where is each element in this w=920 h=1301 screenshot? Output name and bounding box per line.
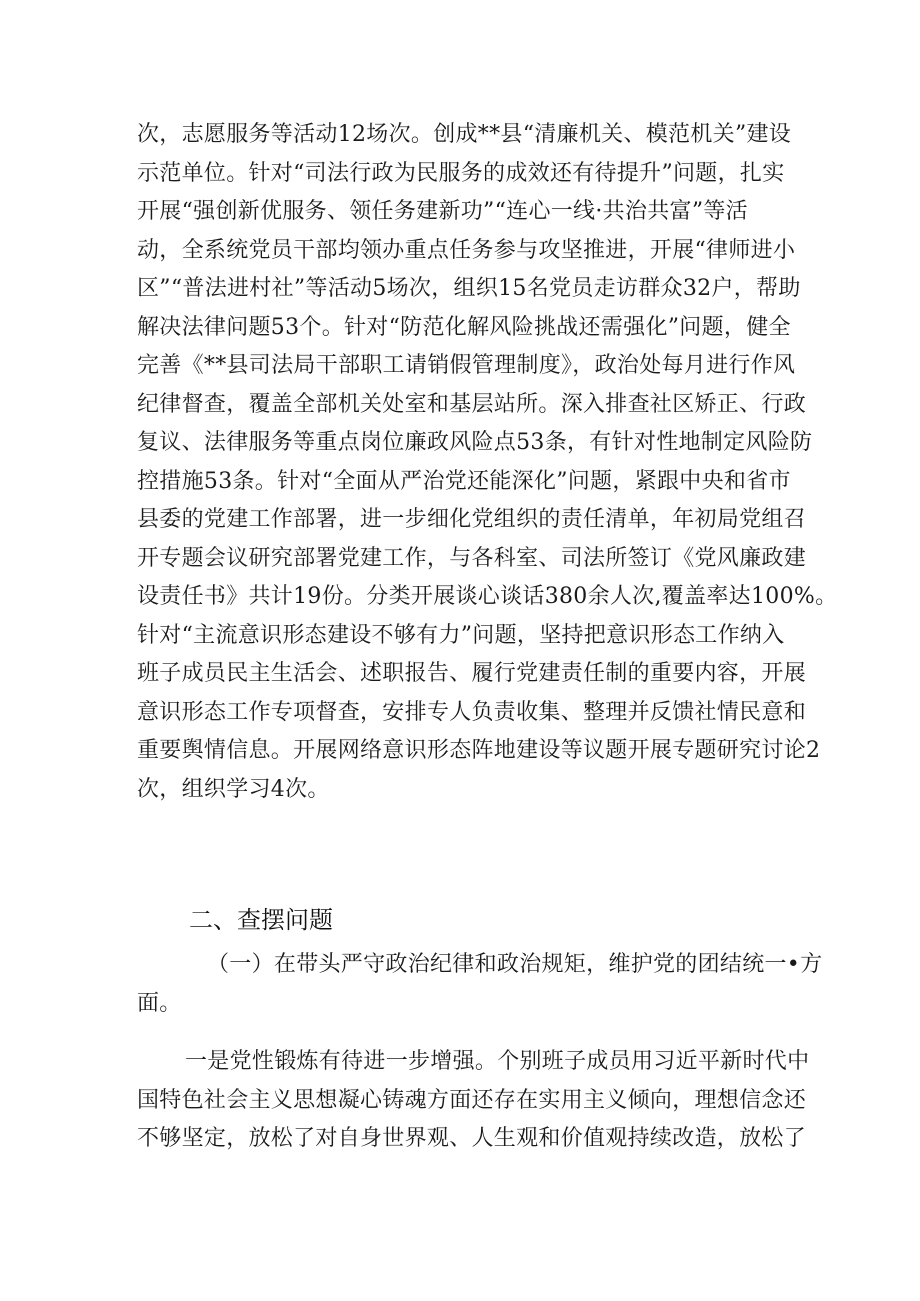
body-line: 示范单位。针对“司法行政为民服务的成效还有待提升”问题，扎实	[137, 160, 785, 186]
body-line: 重要舆情信息。开展网络意识形态阵地建设等议题开展专题研究讨论2	[137, 738, 821, 763]
body-line: 县委的党建工作部署，进一步细化党组织的责任清单，年初局党组召	[137, 507, 807, 532]
body-line: 意识形态工作专项督查，安排专人负责收集、整理并反馈社情民意和	[137, 699, 807, 725]
paragraph-line: 不够坚定，放松了对自身世界观、人生观和价值观持续改造，放松了	[137, 1126, 807, 1151]
paragraph-line: 国特色社会主义思想凝心铸魂方面还存在实用主义倾向，理想信念还	[137, 1087, 807, 1113]
subsection-title-line: 面。	[137, 990, 182, 1016]
body-line: 复议、法律服务等重点岗位廉政风险点53条，有针对性地制定风险防	[137, 430, 813, 455]
body-paragraph	[137, 116, 838, 809]
body-line: 控措施53条。针对“全面从严治党还能深化”问题，紧跟中央和省市	[137, 468, 791, 494]
body-line: 解决法律问题53个。针对“防范化解风险挑战还需强化”问题，健全	[137, 314, 791, 340]
body-line: 纪律督查，覆盖全部机关处室和基层站所。深入排查社区矫正、行政	[137, 391, 807, 417]
body-line: 完善《**县司法局干部职工请销假管理制度》，政治处每月进行作风	[137, 353, 796, 378]
body-line: 开专题会议研究部署党建工作，与各科室、司法所签订《党风廉政建	[137, 545, 807, 571]
body-line: 班子成员民主生活会、述职报告、履行党建责任制的重要内容，开展	[137, 661, 807, 686]
subsection-title-line: （一）在带头严守政治纪律和政治规矩，维护党的团结统一•方	[207, 952, 823, 977]
body-line: 区”“普法进村社”等活动5场次，组织15名党员走访群众32户，帮助	[137, 276, 801, 301]
paragraph-gap	[137, 1023, 797, 1043]
body-line: 动，全系统党员干部均领办重点任务参与攻坚推进，开展“律师进小	[137, 237, 796, 263]
body-line: 次，组织学习4次。	[137, 776, 330, 802]
body-line: 次，志愿服务等活动12场次。创成**县“清廉机关、模范机关”建设	[137, 122, 792, 147]
paragraph-line: 一是党性锻炼有待进一步增强。个别班子成员用习近平新时代中	[185, 1049, 810, 1074]
body-line: 针对“主流意识形态建设不够有力”问题，坚持把意识形态工作纳入	[137, 622, 785, 648]
body-line: 开展“强创新优服务、领任务建新功”“连心一线·共治共富”等活	[137, 199, 748, 224]
subsection-block	[137, 946, 823, 1159]
body-line: 设责任书》共计19份。分类开展谈心谈话380余人次,覆盖率达100%。	[137, 584, 838, 609]
section-heading: 二、查摆问题	[189, 906, 333, 934]
